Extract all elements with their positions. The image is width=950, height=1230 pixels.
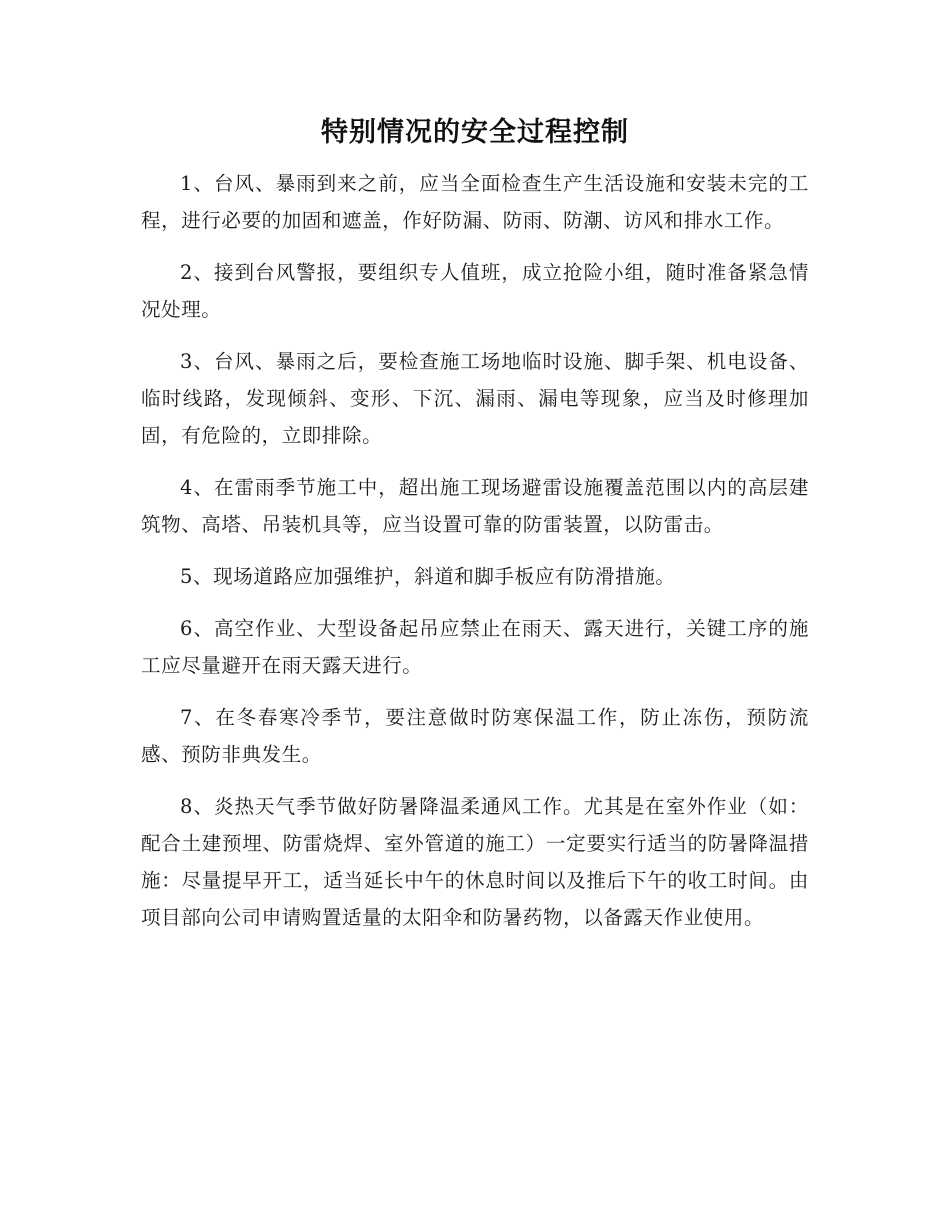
paragraph-6: 6、高空作业、大型设备起吊应禁止在雨天、露天进行，关键工序的施工应尽量避开在雨天露天进行。 <box>141 617 809 677</box>
paragraph-1: 1、台风、暴雨到来之前，应当全面检查生产生活设施和安装未完的工程，进行必要的加固和遮盖，作好防漏、防雨、防潮、访风和排水工作。 <box>141 172 809 232</box>
paragraph-5: 5、现场道路应加强维护，斜道和脚手板应有防滑措施。 <box>180 565 676 588</box>
paragraph-4: 4、在雷雨季节施工中，超出施工现场避雷设施覆盖范围以内的高层建筑物、高塔、吊装机具等，应当设置可靠的防雷装置，以防雷击。 <box>141 476 809 536</box>
document-title: 特别情况的安全过程控制 <box>321 117 629 148</box>
paragraph-7: 7、在冬春寒冷季节，要注意做时防寒保温工作，防止冻伤，预防流感、预防非典发生。 <box>141 706 809 766</box>
paragraph-3: 3、台风、暴雨之后，要检查施工场地临时设施、脚手架、机电设备、临时线路，发现倾斜、变形、下沉、漏雨、漏电等现象，应当及时修理加固，有危险的，立即排除。 <box>141 350 809 447</box>
paragraph-8: 8、炎热天气季节做好防暑降温柔通风工作。尤其是在室外作业（如：配合土建预埋、防雷烧焊、室外管道的施工）一定要实行适当的防暑降温措施：尽量提早开工，适当延长中午的休息时间以及推后下午的收工时间。由项目部向公司申请购置适量的太阳伞和防暑药物，以备露天作业使用。 <box>141 795 809 929</box>
paragraph-2: 2、接到台风警报，要组织专人值班，成立抢险小组，随时准备紧急情况处理。 <box>141 261 809 321</box>
document-body <box>141 165 809 951</box>
